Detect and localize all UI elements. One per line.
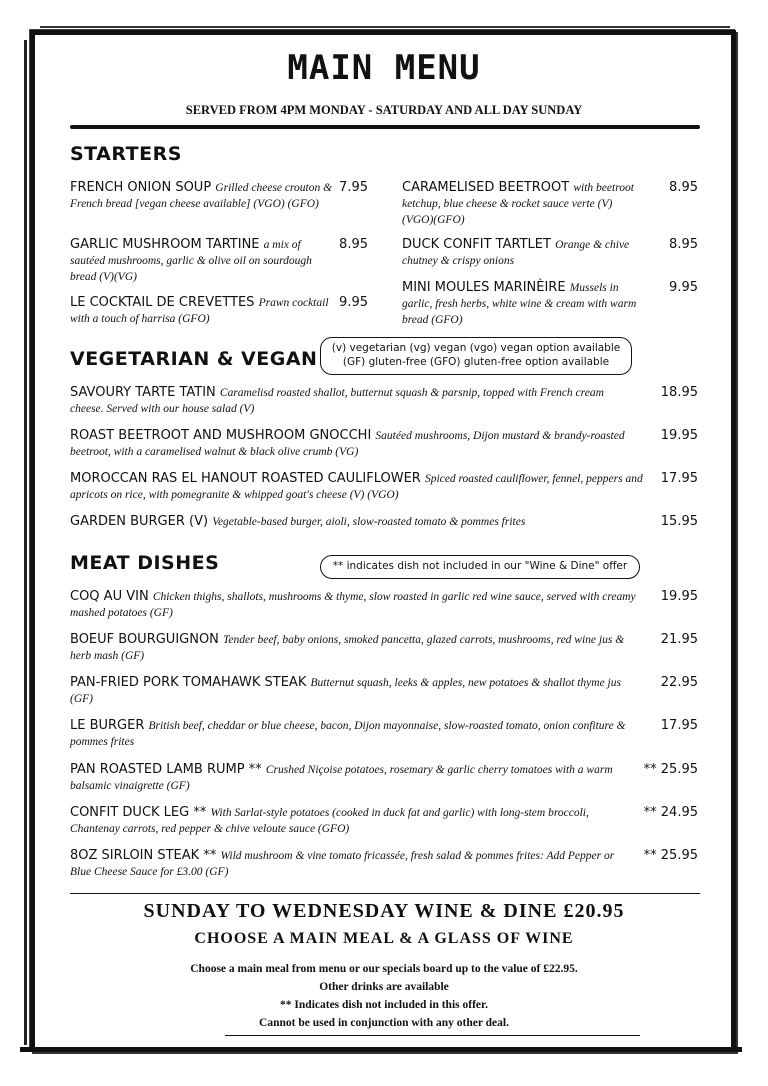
item-name: DUCK CONFIT TARTLET [402, 237, 551, 252]
item-price: 8.95 [339, 237, 368, 252]
item-price: 21.95 [660, 632, 698, 647]
item-name: LE COCKTAIL DE CREVETTES [70, 295, 255, 310]
item-price: 7.95 [339, 180, 368, 195]
frame-top-stroke [40, 26, 730, 28]
item-name: 8OZ SIRLOIN STEAK ** [70, 848, 217, 863]
veg-beetroot-gnocchi [70, 428, 635, 460]
item-name: CARAMELISED BEETROOT [402, 180, 570, 195]
item-name: GARLIC MUSHROOM TARTINE [70, 237, 260, 252]
item-price: 8.95 [669, 180, 698, 195]
item-name: LE BURGER [70, 718, 145, 733]
item-price: 19.95 [660, 589, 698, 604]
meat-sirloin-steak [70, 848, 625, 880]
wine-dine-line: Choose a main meal from menu or our specials board up to the value of £22.95. [190, 963, 578, 975]
item-desc: Butternut squash, leeks & apples, new potatoes & shallot thyme jus (GF) [70, 677, 621, 705]
item-desc: With Sarlat-style potatoes (cooked in duck fat and garlic) with long-stem broccoli, Chantenay carrots, red pepper & chive veloute sauce (GFO) [70, 807, 589, 835]
item-desc: Spiced roasted cauliflower, fennel, peppers and apricots on rice, with pomegranite & whipped goat's cheese (V) (VGO) [70, 473, 643, 501]
item-desc: Crushed Niçoise potatoes, rosemary & garlic cherry tomatoes with a warm balsamic vinaigrette (GF) [70, 764, 613, 792]
frame-bottom-stroke [20, 1047, 742, 1052]
starter-cocktail-de-crevettes [70, 295, 335, 327]
item-desc: a mix of sautéed mushrooms, garlic & olive oil on sourdough bread (V)(VG) [70, 239, 312, 283]
divider-rule [70, 893, 700, 894]
item-desc: Wild mushroom & vine tomato fricassée, fresh salad & pommes frites: Add Pepper or Blue Cheese Sauce for £3.00 (GF) [70, 850, 615, 878]
starter-mini-moules [402, 280, 647, 328]
wine-dine-subheading: CHOOSE A MAIN MEAL & A GLASS OF WINE [194, 930, 574, 947]
item-price: 8.95 [669, 237, 698, 252]
wine-dine-heading: SUNDAY TO WEDNESDAY WINE & DINE £20.95 [143, 900, 625, 922]
item-name: MOROCCAN RAS EL HANOUT ROASTED CAULIFLOWER [70, 471, 421, 486]
diet-key-note [320, 337, 632, 375]
item-desc: Grilled cheese crouton & French bread [vegan cheese available] (VGO) (GFO) [70, 182, 333, 210]
item-price: 9.95 [669, 280, 698, 295]
item-price: 18.95 [660, 385, 698, 400]
item-price: ** 25.95 [643, 848, 698, 863]
diet-key-line: (GF) gluten-free (GFO) gluten-free option available [342, 356, 610, 368]
menu-title: MAIN MENU [287, 48, 481, 88]
item-desc: Tender beef, baby onions, smoked pancetta, glazed carrots, mushrooms, red wine jus & herb mash (GF) [70, 634, 625, 662]
divider-rule [225, 1035, 640, 1036]
item-price: 9.95 [339, 295, 368, 310]
meat-lamb-rump [70, 762, 625, 794]
starter-duck-confit-tartlet [402, 237, 652, 269]
meat-le-burger [70, 718, 645, 750]
diet-key-line: (v) vegetarian (vg) vegan (vgo) vegan option available [331, 342, 621, 354]
meat-pork-tomahawk [70, 675, 645, 707]
menu-subtitle: SERVED FROM 4PM MONDAY - SATURDAY AND ALL DAY SUNDAY [185, 103, 583, 117]
meat-confit-duck-leg [70, 805, 625, 837]
item-price: ** 24.95 [643, 805, 698, 820]
item-name: SAVOURY TARTE TATIN [70, 385, 216, 400]
item-price: 22.95 [660, 675, 698, 690]
meat-boeuf-bourguignon [70, 632, 645, 664]
item-name: CONFIT DUCK LEG ** [70, 805, 207, 820]
starter-french-onion-soup [70, 180, 335, 212]
veg-garden-burger [70, 514, 645, 530]
item-name: PAN-FRIED PORK TOMAHAWK STEAK [70, 675, 307, 690]
starter-garlic-mushroom-tartine [70, 237, 335, 285]
item-desc: Chicken thighs, shallots, mushrooms & thyme, slow roasted in garlic red wine sauce, served with creamy mashed potatoes (GF) [70, 591, 636, 619]
item-price: 17.95 [660, 718, 698, 733]
meat-coq-au-vin [70, 589, 645, 621]
item-desc: Orange & chive chutney & crispy onions [402, 239, 630, 267]
item-desc: Prawn cocktail with a touch of harrisa (GFO) [70, 297, 329, 325]
wine-dine-line: ** Indicates dish not included in this offer. [280, 999, 488, 1011]
item-name: GARDEN BURGER (V) [70, 514, 209, 529]
brush-divider [70, 125, 700, 129]
wine-dine-line: Cannot be used in conjunction with any other deal. [259, 1017, 509, 1029]
meat-heading: MEAT DISHES [70, 552, 220, 574]
item-name: BOEUF BOURGUIGNON [70, 632, 219, 647]
item-desc: Vegetable-based burger, aioli, slow-roasted tomato & pommes frites [212, 516, 526, 528]
item-name: FRENCH ONION SOUP [70, 180, 212, 195]
item-name: MINI MOULES MARINÈIRE [402, 280, 566, 295]
item-desc: British beef, cheddar or blue cheese, bacon, Dijon mayonnaise, slow-roasted tomato, onion confiture & pommes frites [70, 720, 626, 748]
item-name: COQ AU VIN [70, 589, 149, 604]
item-price: ** 25.95 [643, 762, 698, 777]
frame-left-stroke [24, 40, 27, 1045]
item-price: 15.95 [660, 514, 698, 529]
veg-savoury-tarte-tatin [70, 385, 635, 417]
wine-dine-note: ** indicates dish not included in our "Wine & Dine" offer [320, 555, 640, 579]
item-price: 17.95 [660, 471, 698, 486]
item-price: 19.95 [660, 428, 698, 443]
starters-heading: STARTERS [70, 143, 182, 165]
veg-moroccan-cauliflower [70, 471, 645, 503]
item-desc: Mussels in garlic, fresh herbs, white wine & cream with warm bread (GFO) [402, 282, 637, 326]
item-desc: Caramelisd roasted shallot, butternut squash & parsnip, topped with French cream cheese. Served with our house salad (V) [70, 387, 604, 415]
item-name: PAN ROASTED LAMB RUMP ** [70, 762, 262, 777]
item-name: ROAST BEETROOT AND MUSHROOM GNOCCHI [70, 428, 372, 443]
item-desc: Sautéed mushrooms, Dijon mustard & brandy-roasted beetroot, with a caramelised walnut & black olive crumb (VG) [70, 430, 625, 458]
item-desc: with beetroot ketchup, blue cheese & rocket sauce verte (V)(VGO)(GFO) [402, 182, 634, 226]
vegetarian-heading: VEGETARIAN & VEGAN [70, 348, 318, 370]
wine-dine-line: Other drinks are available [319, 981, 449, 993]
starter-caramelised-beetroot [402, 180, 642, 228]
